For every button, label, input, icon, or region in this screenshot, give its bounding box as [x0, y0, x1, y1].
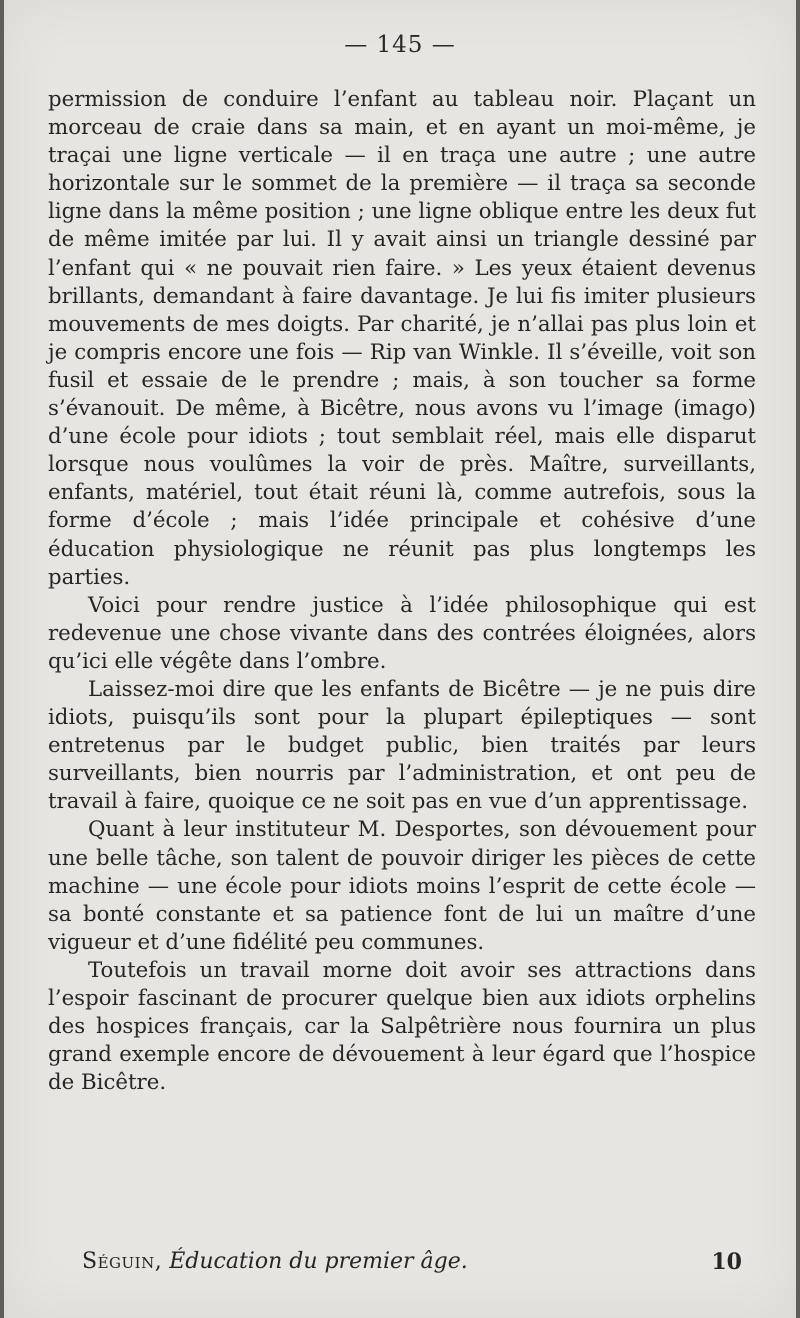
footer-signature-mark: 10: [711, 1249, 742, 1275]
page-number: — 145 —: [344, 32, 456, 58]
paragraph-3: Laissez-moi dire que les enfants de Bicêtre — je ne puis dire idiots, puisqu’ils sont pour la plupart épileptiques — sont entretenus par le budget public, bien traités par leurs surveillants, bien nourris par l’administration, et ont peu de travail à faire, quoique ce ne soit pas en vue d’un apprentissage.: [48, 676, 756, 815]
paragraph-1: permission de conduire l’enfant au tableau noir. Plaçant un morceau de craie dans sa main, et en ayant un moi-même, je traçai une ligne verticale — il en traça une autre ; une autre horizontale sur le sommet de la première — il traça sa seconde ligne dans la même position ; une ligne oblique entre les deux fut de même imitée par lui. Il y avait ainsi un triangle dessiné par l’enfant qui « ne pouvait rien faire. » Les yeux étaient devenus brillants, demandant à faire davantage. Je lui fis imiter plusieurs mouvements de mes doigts. Par charité, je n’allai pas plus loin et je compris encore une fois — Rip van Winkle. Il s’éveille, voit son fusil et essaie de le prendre ; mais, à son toucher sa forme s’évanouit. De même, à Bicêtre, nous avons vu l’image (imago) d’une école pour idiots ; tout semblait réel, mais elle disparut lorsque nous voulûmes la voir de près. Maître, surveillants, enfants, matériel, tout était réuni là, comme autrefois, sous la forme d’école ; mais l’idée principale et cohésive d’une éducation physiologique ne réunit pas plus longtemps les parties.: [48, 87, 756, 590]
footer-author: Séguin,: [82, 1249, 163, 1274]
paragraph-5: Toutefois un travail morne doit avoir ses attractions dans l’espoir fascinant de procurer quelque bien aux idiots orphelins des hospices français, car la Salpêtrière nous fournira un plus grand exemple encore de dévouement à leur égard que l’hospice de Bicêtre.: [48, 957, 756, 1096]
footer-book-title: Éducation du premier âge.: [169, 1249, 468, 1274]
body-text: [48, 86, 756, 1097]
book-page: [4, 0, 796, 1318]
paragraph-4: Quant à leur instituteur M. Desportes, son dévouement pour une belle tâche, son talent de pouvoir diriger les pièces de cette machine — une école pour idiots moins l’esprit de cette école — sa bonté constante et sa patience font de lui un maître d’une vigueur et d’une fidélité peu communes.: [48, 817, 756, 955]
paragraph-2: Voici pour rendre justice à l’idée philosophique qui est redevenue une chose vivante dans des contrées éloignées, alors qu’ici elle végête dans l’ombre.: [48, 592, 756, 674]
page-footer: [82, 1249, 742, 1274]
